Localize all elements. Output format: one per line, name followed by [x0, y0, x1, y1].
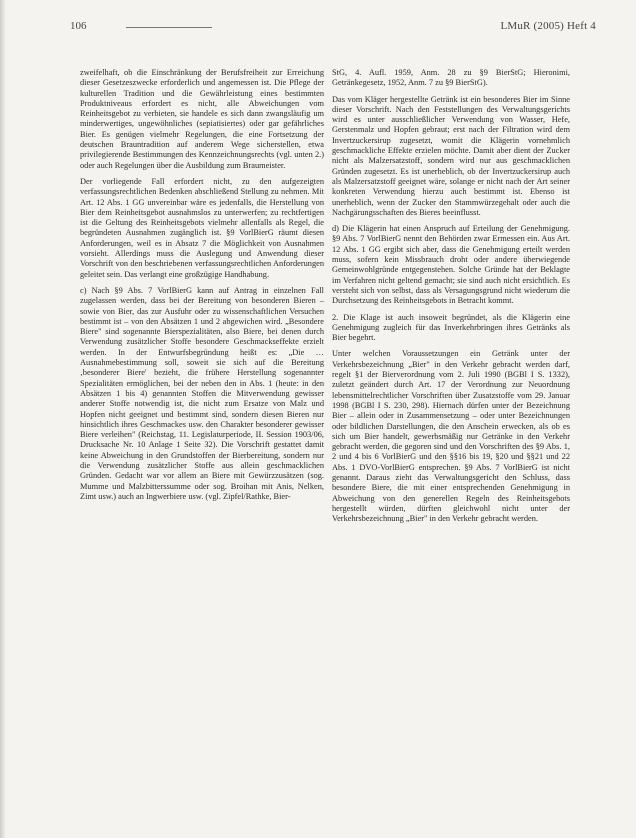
running-head: LMuR (2005) Heft 4	[500, 20, 596, 32]
paragraph: zweifelhaft, ob die Einschränkung der Berufsfreiheit zur Erreichung dieser Gesetzeszwecke erforderlich und angemessen ist. Die Pflege der kulturellen Tradition und die Gewährleistung eines bestimmten Produktniveaus erfordert es nicht, alle Abweichungen vom Reinheitsgebot zu verbieten, sie handele es sich dann zwangsläufig um minderwertiges, ungewöhnliches (sepiatisiertes) oder gar gefährliches Bier. Es genügen vielmehr Regelungen, die eine Fortsetzung der deutschen Brauntradition auf anderem Wege sicherstellen, etwa privilegierende Bestimmungen des Kennzeichnungsrechts (vgl. unten 2.) oder auch Regelungen über die Ausbildung zum Braumeister.	[80, 68, 324, 170]
paragraph: StG, 4. Aufl. 1959, Anm. 28 zu §9 BierStG; Hieronimi, Getränkegesetz, 1952, Anm. 7 zu §9 BierStG).	[332, 68, 570, 88]
paragraph: Der vorliegende Fall erfordert nicht, zu den aufgezeigten verfassungsrechtlichen Bedenken abschließend Stellung zu nehmen. Mit Art. 12 Abs. 1 GG unvereinbar wäre es jedenfalls, die Herstellung von Bier dem Reinheitsgebot ausnahmslos zu unterwerfen; zu rechtfertigen ist die Geltung des Reinheitsgebots vielmehr allenfalls als Regel, die begründeten Ausnahmen zugänglich ist. §9 VorlBierG räumt diesen Anforderungen, weil es in Absatz 7 die Möglichkeit von Ausnahmen vorsieht. Allerdings muss die Auslegung und Anwendung dieser Vorschrift von den beschriebenen verfassungsrechtlichen Anforderungen geleitet sein. Das verlangt eine großzügige Handhabung.	[80, 176, 324, 279]
paragraph: 2. Die Klage ist auch insoweit begründet, als die Klägerin eine Genehmigung zugleich für das Inverkehrbringen ihres Getränks als Bier begehrt.	[332, 312, 570, 343]
paragraph: Unter welchen Voraussetzungen ein Getränk unter der Verkehrsbezeichnung „Bier" in den Verkehr gebracht werden darf, regelt §1 der Bierverordnung vom 2. Juli 1990 (BGBl I S. 1332), zuletzt geändert durch Art. 17 der Verordnung zur Neuordnung lebensmittelrechtlicher Vorschriften über Zusatzstoffe vom 29. Januar 1998 (BGBl I S. 230, 298). Hiernach dürfen unter der Bezeichnung Bier – allein oder in Zusammensetzung – oder unter Bezeichnungen oder bildlichen Darstellungen, die den Anschein erwecken, als ob es sich um Bier handelt, gewerbsmäßig nur Getränke in den Verkehr gebracht werden, die gegoren sind und den Vorschriften des §9 Abs. 1, 2 und 4 bis 6 VorlBierG und den §§16 bis 19, §20 und §§21 und 22 Abs. 1 DVO-VorlBierG entsprechen. §9 Abs. 7 VorlBierG ist nicht genannt. Daraus zieht das Verwaltungsgericht den Schluss, dass besondere Biere, die mit einer entsprechenden Genehmigung in Abweichung von den generellen Regeln des Reinheitsgebots hergestellt würden, dürften gleichwohl nicht unter der Verkehrsbezeichnung „Bier" in den Verkehr gebracht werden.	[332, 349, 570, 524]
left-column	[80, 68, 324, 508]
paragraph: c) Nach §9 Abs. 7 VorlBierG kann auf Antrag in einzelnen Fall zugelassen werden, dass bei der Bereitung von besonderen Bieren – sowie von Bier, das zur Ausfuhr oder zu wissenschaftlichen Versuchen bestimmt ist – von den Absätzen 1 und 2 abgewichen wird. „Besondere Biere" sind sogenannte Bierspezialitäten, also Biere, bei denen durch Verwendung zusätzlicher Stoffe besondere Geschmackseffekte erzielt werden. In der Entwurfsbegründung heißt es: „Die … Ausnahmebestimmung soll, soweit sie sich auf die Bereitung ‚besonderer Biere' bezieht, die frühere Herstellung sogenannter Spezialitäten ermöglichen, bei der neben den in Abs. 1 (heute: in den Absätzen 1 bis 4) genannten Stoffen die Mitverwendung gewisser anderer Stoffe notwendig ist, die nicht zum Ersatze von Malz und Hopfen nicht geeignet und bestimmt sind, sondern diesen Bieren nur hinsichtlich ihres Geschmackes usw. den Charakter besonderer gewisser Biere verleihen" (Reichstag, 11. Legislaturperiode, II. Session 1903/06, Drucksache Nr. 10 Anlage 1 Seite 32). Die Vorschrift gestattet damit keine Abweichung in den Grundstoffen der Bierbereitung, sondern nur die Verwendung zusätzlicher Stoffe aus allein geschmacklichen Gründen. Gedacht war vor allem an Biere mit Gewürzzusätzen (sog. Mumme und Malzbitterssumme oder sog. Broihan mit Anis, Nelken, Zimt usw.) auch an Ingwerbiere usw. (vgl. Zipfel/Rathke, Bier-	[80, 285, 324, 501]
paragraph: d) Die Klägerin hat einen Anspruch auf Erteilung der Genehmigung. §9 Abs. 7 VorlBierG nennt den Behörden zwar Ermessen ein. Aus Art. 12 Abs. 1 GG ergibt sich aber, dass die Genehmigung erteilt werden muss, sofern kein Missbrauch droht oder andere überwiegende Gemeinwohlgründe entgegenstehen. Solche Gründe hat der Beklagte im Verfahren nicht geltend gemacht; sie sind auch nicht ersichtlich. Es versteht sich von selbst, dass als Versagungsgrund nicht wiederum die Durchsetzung des Reinheitsgebots in Betracht kommt.	[332, 224, 570, 306]
page-header	[70, 20, 596, 40]
paragraph: Das vom Kläger hergestellte Getränk ist ein besonderes Bier im Sinne dieser Vorschrift. Nach den Feststellungen des Verwaltungsgerichts wird es unter ausschließlicher Verwendung von Wasser, Hefe, Gerstenmalz und Hopfen gebraut; erst nach der Filtration wird dem Invertzuckersirup zugesetzt, womit die Klägerin vornehmlich geschmackliche Effekte erzielen möchte. Damit aber dient der Zucker nicht als Malzersatzstoff, sondern wird nur aus geschmacklichen Gründen zugesetzt. Es ist unerheblich, ob der Invertzuckersirup auch als Malzersatzstoff geeignet wäre, solange er nicht nach der Art seiner konkreten Verwendung hierzu auch bestimmt ist. Ebenso ist unerheblich, wenn der Zucker den Stammwürzegehalt oder auch die Nachgärungsschaften des Bieres beeinflusst.	[332, 94, 570, 217]
right-column	[332, 68, 570, 530]
scan-shadow-edge	[0, 0, 6, 838]
header-rule	[126, 27, 212, 28]
page-number: 106	[70, 20, 87, 32]
